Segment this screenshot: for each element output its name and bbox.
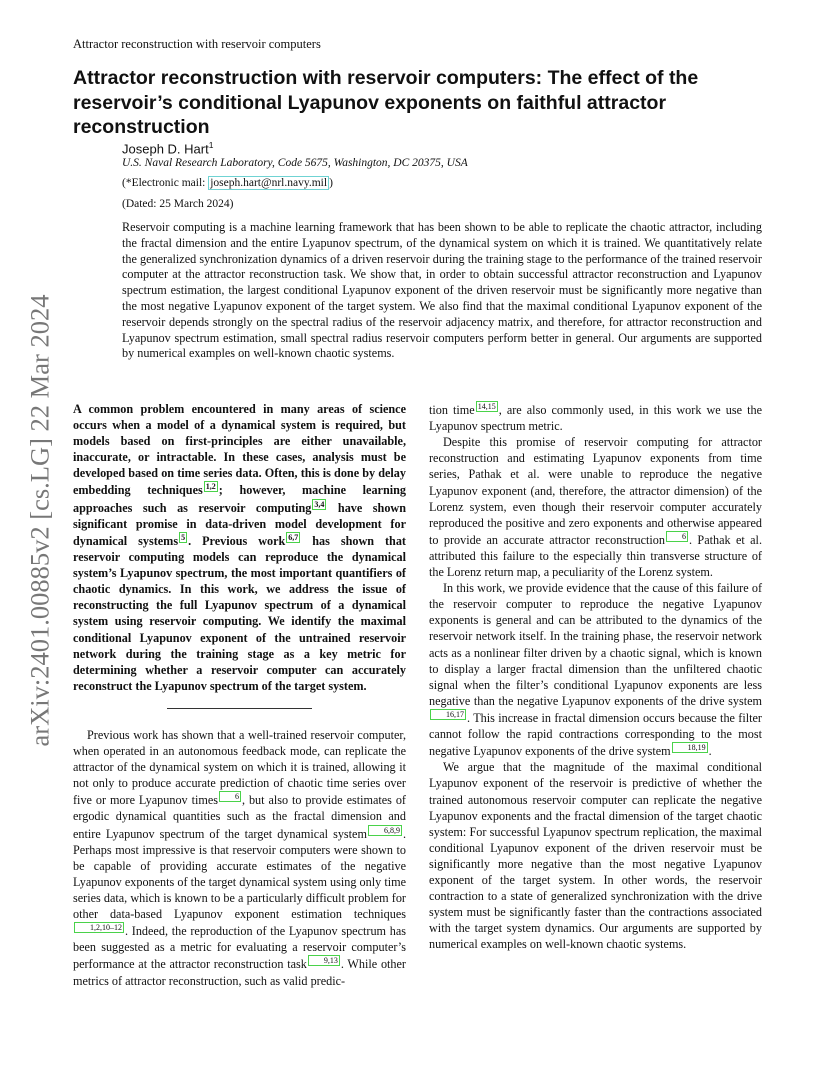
citation[interactable]: 6 (219, 791, 241, 802)
citation[interactable]: 6 (666, 531, 688, 542)
para-text: . This increase in fractal dimension occurs because the filter cannot follow the rapid contractions corresponding to the most negative Lyapunov exponents of the drive system (429, 710, 762, 759)
right-column (429, 401, 762, 952)
email-prefix: (*Electronic mail: (122, 177, 209, 189)
para-text: We argue that the magnitude of the maximal conditional Lyapunov exponent of the reservoir is predictive of whether the trained autonomous reservoir computer can replicate the negative Lyapunov exponents and the fractal dimension of the target chaotic system: For successful Lyapunov spectrum replication, the maximal conditional Lyapunov exponent of the driven reservoir must be significantly more negative than the most negative Lyapunov exponent of the target system. In other words, the reservoir contraction to a state of generalized synchronization with the drive system must be significantly faster than the contractions associated with the target system dynamics. Our arguments are supported by numerical examples on well-known chaotic systems. (429, 760, 762, 952)
para-text: . While other metrics of attractor reconstruction, such as valid predic- (73, 957, 406, 988)
para-text: tion time (429, 403, 475, 418)
citation[interactable]: 6,8,9 (368, 825, 402, 836)
author-affiliation-mark: 1 (208, 140, 214, 150)
paper-title: Attractor reconstruction with reservoir computers: The effect of the reservoir’s conditional Lyapunov exponents on faithful attractor reconstruction (73, 67, 699, 138)
body-paragraph (73, 727, 406, 989)
para-text: Despite this promise of reservoir computing for attractor reconstruction and estimating Lyapunov exponents from time series, Pathak et al. were unable to reproduce the negative Lyapunov exponent (and, therefore, the attractor dimension) of the Lorenz system, even though their reservoir computer accurately reproduced the positive and zero exponents and otherwise appeared to provide an accurate attractor reconstruction (429, 435, 762, 547)
para-text: In this work, we provide evidence that the cause of this failure of the reservoir computer to reproduce the negative Lyapunov exponents is general and can be attributed to the dynamics of the reservoir network itself. In the training phase, the reservoir network acts as a nonlinear filter driven by a chaotic signal, which is known to display a larger fractal dimension than the unfiltered chaotic signal when the filter’s conditional Lyapunov exponents are less negative than the negative Lyapunov exponents of the drive system (429, 581, 762, 708)
lead-text-5: has shown that reservoir computing models can reproduce the dynamical system’s Lyapunov spectrum, the most important quantifiers of chaotic dynamics. In this work, we address the issue of reconstructing the full Lyapunov spectrum of a dynamical system using reservoir computing. We identify the maximal conditional Lyapunov exponent of the untrained reservoir network during the training stage as a key metric for determining whether a reservoir computer can accurately reconstruct the Lyapunov spectrum of the target system. (73, 533, 406, 693)
para-text: , are also commonly used, in this work we use the Lyapunov spectrum metric. (429, 403, 762, 434)
email-line (122, 177, 333, 189)
citation[interactable]: 16,17 (430, 709, 466, 720)
lead-text-1: A common problem encountered in many areas of science occurs when a model of a dynamical system is required, but models based on first-principles are either unavailable, inaccurate, or intractable. In these cases, analysis must be developed based on time series data. Often, this is done by delay embedding techniques (73, 402, 406, 498)
arxiv-stamp (20, 280, 60, 760)
para-text: . Pathak et al. attributed this failure to the especially thin transverse structure of the Lorenz return map, a peculiarity of the Lorenz system. (429, 532, 762, 580)
body-paragraph (429, 580, 762, 759)
citation[interactable]: 6,7 (288, 532, 299, 542)
para-text: . Indeed, the reproduction of the Lyapunov spectrum has been suggested as a metric for evaluating a reservoir computer’s performance at the attractor reconstruction task (73, 924, 406, 972)
author-name: Joseph D. Hart (122, 141, 209, 157)
body-paragraph (429, 401, 762, 434)
citation[interactable]: 3,4 (314, 499, 325, 509)
lead-text-4: . Previous work (188, 533, 286, 548)
left-column (73, 401, 406, 989)
lead-paragraph (73, 401, 406, 694)
para-text: . (708, 744, 712, 759)
citation[interactable]: 5 (181, 532, 186, 542)
date-line: (Dated: 25 March 2024) (122, 198, 234, 210)
affiliation: U.S. Naval Research Laboratory, Code 5675, Washington, DC 20375, USA (122, 157, 468, 169)
body-paragraph (429, 434, 762, 580)
author (122, 140, 213, 156)
citation[interactable]: 1,2,10–12 (74, 922, 124, 933)
citation[interactable]: 18,19 (672, 742, 708, 753)
section-separator (167, 708, 312, 709)
arxiv-stamp-text: arXiv:2401.00885v2 [cs.LG] 22 Mar 2024 (24, 294, 55, 746)
lead-text-3: have shown significant promise in data-driven model development for dynamical systems (73, 500, 406, 548)
para-text: , but also to provide estimates of ergodic dynamical quantities such as the fractal dimension and entire Lyapunov spectrum of the target dynamical system (73, 793, 406, 841)
para-text: Previous work has shown that a well-trained reservoir computer, when operated in an autonomous feedback mode, can replicate the attractor of the dynamical system on which it is trained, allowing it not only to produce accurate prediction of chaotic time series over five or more Lyapunov times (73, 727, 406, 808)
citation[interactable]: 1,2 (205, 482, 216, 492)
lead-text-2: ; however, machine learning approaches such as reservoir computing (73, 483, 407, 515)
abstract: Reservoir computing is a machine learning framework that has been shown to be able to replicate the chaotic attractor, including the fractal dimension and the entire Lyapunov spectrum, of the dynamical system on which it is trained. We quantitatively relate the generalized synchronization dynamics of a driven reservoir during the training stage to the performance of the trained reservoir computer at the attractor reconstruction task. We show that, in order to obtain successful attractor reconstruction and Lyapunov spectrum estimation, the largest conditional Lyapunov exponent of the driven reservoir must be significantly more negative than the most negative Lyapunov exponent of the target system. We also find that the maximal conditional Lyapunov exponent of the reservoir depends strongly on the spectral radius of the reservoir adjacency matrix, and therefore, for attractor reconstruction and Lyapunov spectrum estimation, small spectral radius reservoir computers perform better in general. Our arguments are supported by numerical examples on well-known chaotic systems. (122, 220, 762, 361)
citation[interactable]: 9,13 (308, 955, 340, 966)
body-paragraph (429, 759, 762, 952)
citation[interactable]: 14,15 (477, 402, 496, 411)
running-head: Attractor reconstruction with reservoir computers (73, 37, 321, 51)
email-suffix: ) (329, 177, 333, 189)
email-link[interactable]: joseph.hart@nrl.navy.mil (210, 177, 328, 189)
para-text: . Perhaps most impressive is that reservoir computers were shown to be capable of providing accurate estimates of the negative Lyapunov exponents of the target dynamical system using only time series data, which is known to be a particularly difficult problem for other data-based Lyapunov exponent estimation techniques (73, 826, 406, 922)
